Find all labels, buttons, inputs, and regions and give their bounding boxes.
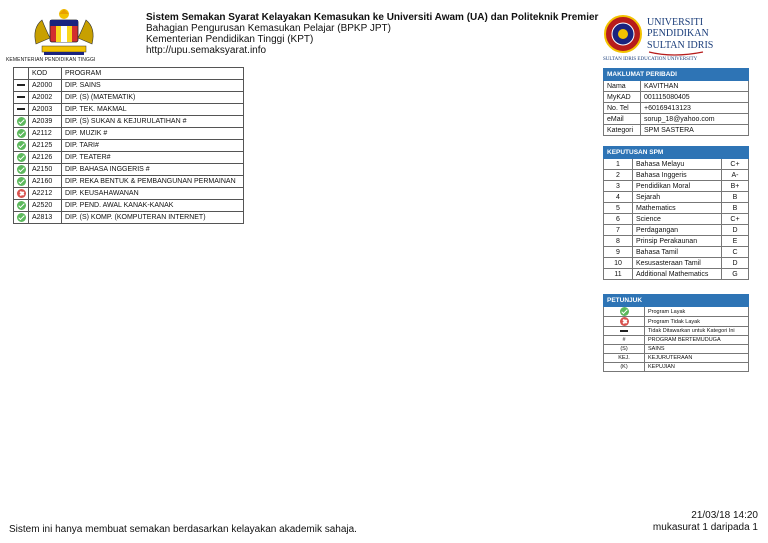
subject-grade: E [722,236,749,247]
program-row [14,176,244,188]
program-status [14,116,29,128]
subject-number: 10 [604,258,633,269]
page-number: mukasurat 1 daripada 1 [652,522,758,533]
program-row [14,164,244,176]
subject-grade: C+ [722,159,749,170]
dash-icon [17,108,25,110]
subject-grade: D [722,258,749,269]
personal-info-row [604,81,749,92]
spm-row [604,192,749,203]
spm-row [604,225,749,236]
subject-grade: B+ [722,181,749,192]
malaysia-coat-of-arms-logo [28,8,100,58]
program-row [14,188,244,200]
legend-symbol: (S) [604,345,645,354]
dash-icon [17,96,25,98]
program-status [14,164,29,176]
spm-row [604,203,749,214]
program-status [14,128,29,140]
program-name: DIP. TARI# [62,140,244,152]
kod-column-header: KOD [29,68,62,80]
spm-row [604,170,749,181]
subject-number: 4 [604,192,633,203]
program-code: A2112 [29,128,62,140]
subject-name: Bahasa Melayu [633,159,722,170]
spm-row [604,181,749,192]
subject-number: 9 [604,247,633,258]
header-url[interactable]: http://upu.semaksyarat.info [146,45,267,56]
info-label: No. Tel [604,103,641,114]
dash-icon [620,330,628,332]
subject-name: Sejarah [633,192,722,203]
program-name: DIP. BAHASA INGGERIS # [62,164,244,176]
header-ministry: Kementerian Pendidikan Tinggi (KPT) [146,34,314,45]
info-label: Nama [604,81,641,92]
program-table-header [14,68,244,80]
personal-info-row [604,114,749,125]
subject-grade: D [722,225,749,236]
check-icon [17,129,26,138]
program-name: DIP. KEUSAHAWANAN [62,188,244,200]
check-icon [17,117,26,126]
legend-symbol [604,327,645,336]
program-name: DIP. MUZIK # [62,128,244,140]
personal-info-row [604,92,749,103]
check-icon [17,213,26,222]
program-name: DIP. TEK. MAKMAL [62,104,244,116]
program-code: A2125 [29,140,62,152]
legend-symbol: (K) [604,363,645,372]
status-column-header [14,68,29,80]
program-status [14,212,29,224]
spm-row [604,269,749,280]
program-status [14,200,29,212]
info-label: eMail [604,114,641,125]
spm-results-title: KEPUTUSAN SPM [604,147,749,159]
program-row [14,116,244,128]
legend-symbol [604,307,645,317]
program-row [14,200,244,212]
check-icon [17,153,26,162]
program-code: A2212 [29,188,62,200]
program-name: DIP. REKA BENTUK & PEMBANGUNAN PERMAINAN [62,176,244,188]
personal-info-title: MAKLUMAT PERIBADI [604,69,749,81]
legend-symbol: KEJ. [604,354,645,363]
subject-name: Pendidikan Moral [633,181,722,192]
info-label: MyKAD [604,92,641,103]
subject-number: 5 [604,203,633,214]
cross-icon [620,317,629,326]
program-code: A2160 [29,176,62,188]
program-name: DIP. SAINS [62,80,244,92]
check-icon [17,201,26,210]
document-header [146,12,598,56]
legend-row [604,317,749,327]
legend-description: SAINS [645,345,749,354]
check-icon [17,141,26,150]
personal-info-row [604,125,749,136]
subject-number: 7 [604,225,633,236]
subject-grade: C [722,247,749,258]
dash-icon [17,84,25,86]
svg-text:SULTAN IDRIS: SULTAN IDRIS [647,40,713,51]
program-row [14,80,244,92]
svg-text:PENDIDIKAN: PENDIDIKAN [647,28,709,39]
subject-grade: A- [722,170,749,181]
subject-grade: B [722,203,749,214]
info-label: Kategori [604,125,641,136]
check-icon [17,165,26,174]
program-code: A2520 [29,200,62,212]
program-row [14,152,244,164]
spm-row [604,247,749,258]
disclaimer-text: Sistem ini hanya membuat semakan berdasarkan kelayakan akademik sahaja. [9,524,357,535]
program-status [14,104,29,116]
program-name: DIP. (S) (MATEMATIK) [62,92,244,104]
subject-grade: C+ [722,214,749,225]
program-code: A2813 [29,212,62,224]
document-title: Sistem Semakan Syarat Kelayakan Kemasukan ke Universiti Awam (UA) dan Politeknik Premier [146,12,599,23]
program-row [14,140,244,152]
program-status [14,80,29,92]
program-row [14,212,244,224]
info-value: +60169413123 [641,103,749,114]
program-row [14,128,244,140]
legend-table [603,294,749,372]
legend-row [604,327,749,336]
check-icon [17,177,26,186]
legend-row [604,307,749,317]
info-value: sorup_18@yahoo.com [641,114,749,125]
subject-name: Perdagangan [633,225,722,236]
program-status [14,92,29,104]
subject-number: 8 [604,236,633,247]
legend-row [604,345,749,354]
legend-description: Program Tidak Layak [645,317,749,327]
legend-description: KEPUJIAN [645,363,749,372]
spm-row [604,159,749,170]
program-code: A2002 [29,92,62,104]
program-status [14,188,29,200]
spm-results-table [603,146,749,280]
footer-meta [653,510,758,534]
svg-text:UNIVERSITI: UNIVERSITI [647,17,704,28]
program-code: A2000 [29,80,62,92]
program-code: A2039 [29,116,62,128]
subject-number: 2 [604,170,633,181]
legend-title: PETUNJUK [604,295,749,307]
subject-name: Mathematics [633,203,722,214]
subject-number: 6 [604,214,633,225]
legend-row [604,354,749,363]
legend-description: PROGRAM BERTEMUDUGA [645,336,749,345]
legend-row [604,363,749,372]
spm-row [604,236,749,247]
program-row [14,92,244,104]
personal-info-table [603,68,749,136]
ministry-label: KEMENTERIAN PENDIDIKAN TINGGI [6,57,96,63]
program-name: DIP. (S) KOMP. (KOMPUTERAN INTERNET) [62,212,244,224]
program-name: DIP. (S) SUKAN & KEJURULATIHAN # [62,116,244,128]
subject-grade: B [722,192,749,203]
program-status [14,152,29,164]
program-name: DIP. TEATER# [62,152,244,164]
program-status [14,176,29,188]
subject-name: Prinsip Perakaunan [633,236,722,247]
program-code: A2150 [29,164,62,176]
spm-row [604,258,749,269]
info-value: SPM SASTERA [641,125,749,136]
subject-name: Bahasa Tamil [633,247,722,258]
legend-description: Program Layak [645,307,749,317]
subject-number: 1 [604,159,633,170]
upsi-subtitle: SULTAN IDRIS EDUCATION UNIVERSITY [603,57,698,62]
personal-info-row [604,103,749,114]
subject-name: Bahasa Inggeris [633,170,722,181]
legend-description: Tidak Ditawarkan untuk Kategori Ini [645,327,749,336]
subject-name: Kesusasteraan Tamil [633,258,722,269]
info-value: KAVITHAN [641,81,749,92]
program-table [13,67,244,224]
program-code: A2126 [29,152,62,164]
cross-icon [17,189,26,198]
subject-name: Additional Mathematics [633,269,722,280]
program-code: A2003 [29,104,62,116]
check-icon [620,307,629,316]
legend-description: KEJURUTERAAN [645,354,749,363]
subject-number: 3 [604,181,633,192]
legend-row [604,336,749,345]
spm-row [604,214,749,225]
subject-number: 11 [604,269,633,280]
program-row [14,104,244,116]
legend-symbol: # [604,336,645,345]
program-column-header: PROGRAM [62,68,244,80]
header-department: Bahagian Pengurusan Kemasukan Pelajar (BPKP JPT) [146,23,391,34]
print-timestamp: 21/03/18 14:20 [691,510,758,521]
upsi-university-logo [603,8,713,64]
legend-symbol [604,317,645,327]
program-name: DIP. PEND. AWAL KANAK-KANAK [62,200,244,212]
subject-grade: G [722,269,749,280]
program-status [14,140,29,152]
info-value: 001115080405 [641,92,749,103]
subject-name: Science [633,214,722,225]
